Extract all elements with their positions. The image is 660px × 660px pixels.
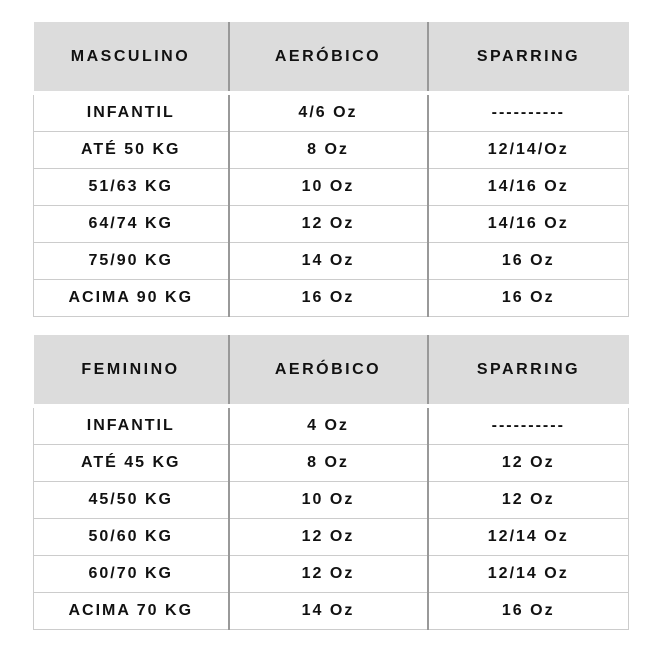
- aerobico-cell: 12 Oz: [229, 519, 428, 556]
- weight-class-cell: 64/74 KG: [34, 206, 229, 243]
- feminino-size-table: [33, 335, 629, 630]
- header-category-feminino: FEMININO: [34, 335, 229, 406]
- table-row: [34, 280, 629, 317]
- aerobico-cell: 12 Oz: [229, 556, 428, 593]
- feminino-header-row: [34, 335, 629, 406]
- sparring-cell: ----------: [428, 93, 629, 132]
- aerobico-cell: 12 Oz: [229, 206, 428, 243]
- aerobico-cell: 10 Oz: [229, 482, 428, 519]
- sparring-cell: 12 Oz: [428, 445, 629, 482]
- table-row: [34, 93, 629, 132]
- sparring-cell: 12/14 Oz: [428, 556, 629, 593]
- table-row: [34, 519, 629, 556]
- aerobico-cell: 14 Oz: [229, 593, 428, 630]
- header-aerobico: AERÓBICO: [229, 335, 428, 406]
- weight-class-cell: INFANTIL: [34, 93, 229, 132]
- table-row: [34, 169, 629, 206]
- header-aerobico: AERÓBICO: [229, 22, 428, 93]
- header-sparring: SPARRING: [428, 22, 629, 93]
- table-row: [34, 482, 629, 519]
- aerobico-cell: 4/6 Oz: [229, 93, 428, 132]
- sparring-cell: 16 Oz: [428, 593, 629, 630]
- sparring-cell: 14/16 Oz: [428, 169, 629, 206]
- weight-class-cell: 60/70 KG: [34, 556, 229, 593]
- sparring-cell: ----------: [428, 406, 629, 445]
- sparring-cell: 12/14/Oz: [428, 132, 629, 169]
- weight-class-cell: ACIMA 70 KG: [34, 593, 229, 630]
- sparring-cell: 12 Oz: [428, 482, 629, 519]
- weight-class-cell: ACIMA 90 KG: [34, 280, 229, 317]
- weight-class-cell: 45/50 KG: [34, 482, 229, 519]
- table-row: [34, 445, 629, 482]
- sparring-cell: 16 Oz: [428, 243, 629, 280]
- aerobico-cell: 10 Oz: [229, 169, 428, 206]
- weight-class-cell: 51/63 KG: [34, 169, 229, 206]
- aerobico-cell: 14 Oz: [229, 243, 428, 280]
- header-sparring: SPARRING: [428, 335, 629, 406]
- table-row: [34, 206, 629, 243]
- table-row: [34, 406, 629, 445]
- sparring-cell: 14/16 Oz: [428, 206, 629, 243]
- aerobico-cell: 8 Oz: [229, 445, 428, 482]
- table-row: [34, 593, 629, 630]
- sparring-cell: 12/14 Oz: [428, 519, 629, 556]
- masculino-header-row: [34, 22, 629, 93]
- weight-class-cell: INFANTIL: [34, 406, 229, 445]
- table-row: [34, 132, 629, 169]
- weight-class-cell: ATÉ 45 KG: [34, 445, 229, 482]
- masculino-size-table: [33, 22, 629, 317]
- header-category-masculino: MASCULINO: [34, 22, 229, 93]
- weight-class-cell: 75/90 KG: [34, 243, 229, 280]
- sparring-cell: 16 Oz: [428, 280, 629, 317]
- aerobico-cell: 16 Oz: [229, 280, 428, 317]
- table-row: [34, 556, 629, 593]
- aerobico-cell: 8 Oz: [229, 132, 428, 169]
- aerobico-cell: 4 Oz: [229, 406, 428, 445]
- weight-class-cell: ATÉ 50 KG: [34, 132, 229, 169]
- table-row: [34, 243, 629, 280]
- weight-class-cell: 50/60 KG: [34, 519, 229, 556]
